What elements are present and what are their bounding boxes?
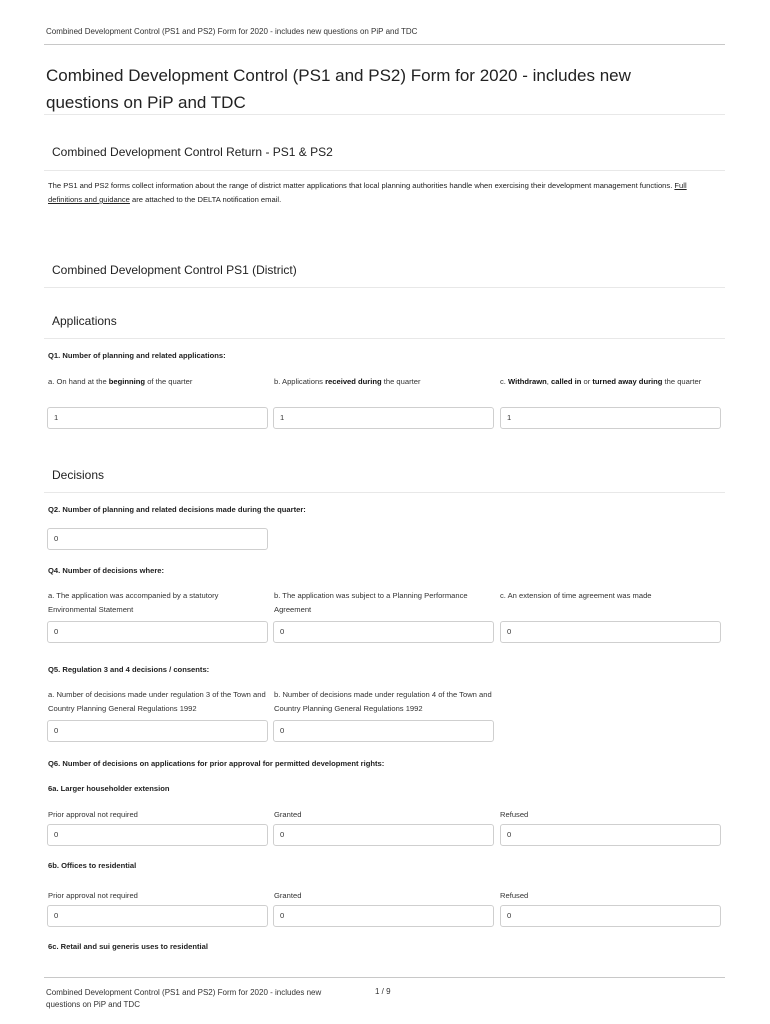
q1a-label (48, 375, 268, 389)
page-title: Combined Development Control (PS1 and PS2) Form for 2020 - includes new questions on PiP and TDC (46, 66, 631, 112)
q1b-label (274, 375, 494, 389)
q6a-refused-input[interactable]: 0 (500, 824, 721, 846)
q1a-input[interactable]: 1 (47, 407, 268, 429)
label-bold: beginning (108, 377, 146, 386)
q6-label: Q6. Number of decisions on applications for prior approval for permitted development rights: (48, 759, 385, 768)
divider (44, 114, 725, 115)
q5-label: Q5. Regulation 3 and 4 decisions / consents: (48, 665, 210, 674)
label-bold: received during (325, 377, 382, 386)
label-text: b. Applications (274, 377, 326, 386)
label-bold: Withdrawn (508, 377, 547, 386)
page-number: 1 / 9 (375, 987, 391, 996)
label-text: a. On hand at the (48, 377, 109, 386)
label-text: , (546, 377, 552, 386)
q6a-not-required-input[interactable]: 0 (47, 824, 268, 846)
label-bold: called in (551, 377, 582, 386)
divider (44, 170, 725, 171)
q1-label: Q1. Number of planning and related applications: (48, 351, 226, 360)
q6b-col3-label: Refused (500, 891, 529, 900)
q6b-not-required-input[interactable]: 0 (47, 905, 268, 927)
intro-section-title: Combined Development Control Return - PS1 & PS2 (52, 145, 333, 159)
q6a-granted-input[interactable]: 0 (273, 824, 494, 846)
q1b-input[interactable]: 1 (273, 407, 494, 429)
q6b-label: 6b. Offices to residential (48, 861, 137, 870)
q6b-col1-label: Prior approval not required (48, 891, 138, 900)
label-text: of the quarter (145, 377, 193, 386)
ps1-section-title: Combined Development Control PS1 (District) (52, 263, 297, 277)
q6a-col2-label: Granted (274, 810, 302, 819)
label-bold: turned away during (592, 377, 663, 386)
label-text: the quarter (662, 377, 702, 386)
guidance-link[interactable]: Full definitions and guidance (48, 181, 687, 204)
q2-label: Q2. Number of planning and related decisions made during the quarter: (48, 505, 306, 514)
q5a-label: a. Number of decisions made under regulation 3 of the Town and Country Planning General Regulations 1992 (48, 690, 266, 713)
q5b-input[interactable]: 0 (273, 720, 494, 742)
intro-text-part: are attached to the DELTA notification email. (129, 195, 282, 204)
q6c-label: 6c. Retail and sui generis uses to residential (48, 942, 208, 951)
divider (44, 492, 725, 493)
decisions-section-title: Decisions (52, 468, 105, 482)
q4a-input[interactable]: 0 (47, 621, 268, 643)
q4b-label: b. The application was subject to a Planning Performance Agreement (274, 591, 468, 614)
label-text: the quarter (381, 377, 421, 386)
header-divider (44, 44, 725, 45)
q6b-refused-input[interactable]: 0 (500, 905, 721, 927)
q4b-input[interactable]: 0 (273, 621, 494, 643)
q1c-input[interactable]: 1 (500, 407, 721, 429)
running-header: Combined Development Control (PS1 and PS2) Form for 2020 - includes new questions on PiP and TDC (46, 27, 418, 36)
divider (44, 287, 725, 288)
label-text: or (581, 377, 593, 386)
q6b-granted-input[interactable]: 0 (273, 905, 494, 927)
q4a-label: a. The application was accompanied by a statutory Environmental Statement (48, 591, 219, 614)
q4c-label: c. An extension of time agreement was made (500, 591, 652, 600)
q4c-input[interactable]: 0 (500, 621, 721, 643)
divider (44, 338, 725, 339)
q5a-input[interactable]: 0 (47, 720, 268, 742)
q1c-label (500, 375, 720, 389)
q6b-col2-label: Granted (274, 891, 302, 900)
label-text: c. (500, 377, 509, 386)
q5b-label: b. Number of decisions made under regulation 4 of the Town and Country Planning General Regulations 1992 (274, 690, 492, 713)
applications-section-title: Applications (52, 314, 117, 328)
q4-label: Q4. Number of decisions where: (48, 566, 165, 575)
footer-divider (44, 977, 725, 978)
intro-text (48, 179, 720, 207)
q2-input[interactable]: 0 (47, 528, 268, 550)
footer-title: Combined Development Control (PS1 and PS2) Form for 2020 - includes new questions on PiP and TDC (46, 988, 322, 1009)
q6a-col3-label: Refused (500, 810, 529, 819)
intro-text-part: The PS1 and PS2 forms collect information about the range of district matter applications that local planning authorities handle when exercising their development management functions. (48, 181, 675, 190)
q6a-col1-label: Prior approval not required (48, 810, 138, 819)
q6a-label: 6a. Larger householder extension (48, 784, 170, 793)
